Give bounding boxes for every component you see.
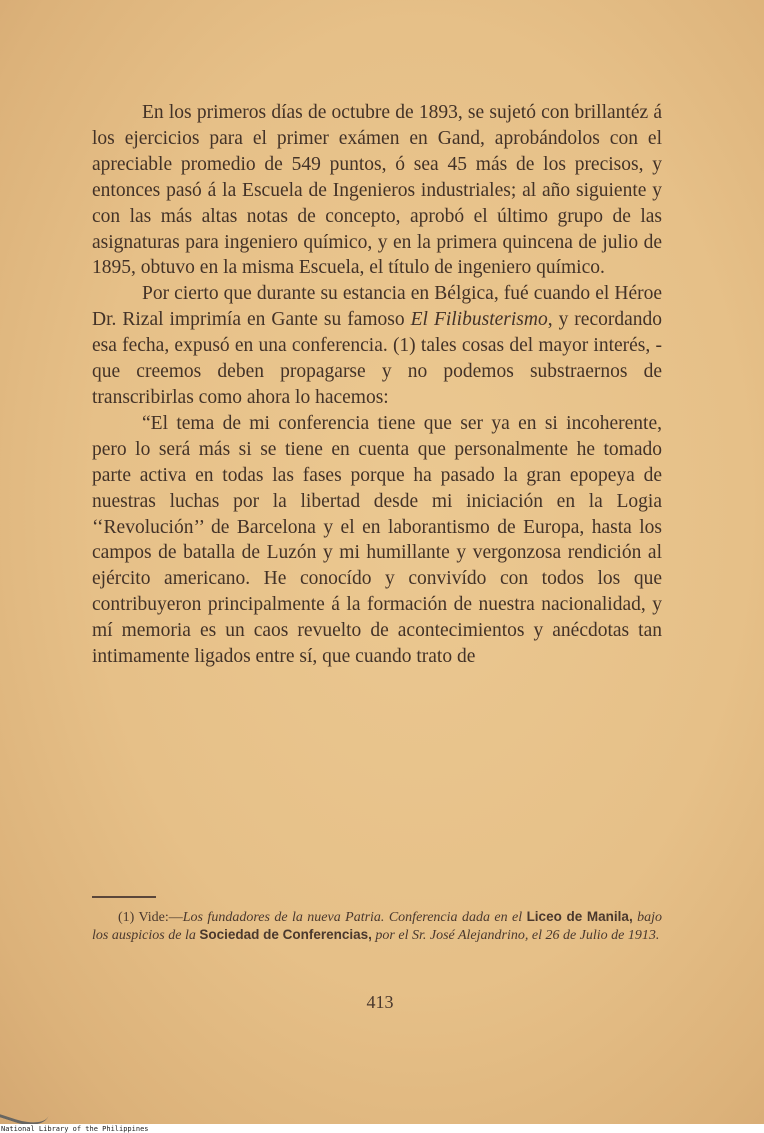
footnote-marker: (1) Vide: [118,910,169,925]
paragraph-2-text-before: Por cierto que durante su estancia en Bélgica, fué cuando el Héroe Dr. Rizal imprimía en Gante su famoso [92,283,662,331]
footnote-venue: Liceo de Manila, [526,909,633,924]
footnote-author-date: por el Sr. José Alejandrino, el 26 de Julio de 1913. [375,928,660,943]
book-title: El Filibusterismo [410,309,548,331]
footnote-divider [92,896,156,898]
footnote-auspices: bajo los auspicios de la [92,910,663,943]
paragraph-2-text-after: , y recordando esa fecha, expusó en una conferencia. (1) tales cosas del mayor interés, -que creemos deben propagarse y no podemos substraernos de transcribirlas como ahora lo hacemos: [92,309,662,408]
footnote-organization: Sociedad de Conferencias, [199,927,372,942]
footnote-title: Los fundadores de la nueva Patria. Conferencia dada en el [182,910,523,925]
paragraph-3-quote [92,411,662,670]
footnote [92,908,662,944]
page-number: 413 [366,992,394,1012]
paragraph-2 [92,281,662,411]
library-watermark: National Library of the Philippines [1,1125,149,1133]
footnote-dash: — [168,910,183,925]
paragraph-1 [92,100,662,281]
paragraph-1-text: En los primeros días de octubre de 1893, se sujetó con brillantéz á los ejercicios para el primer exámen en Gand, aprobándolos con el apreciable promedio de 549 puntos, ó sea 45 más de los precisos, y entonces pasó á la Escuela de Ingenieros industriales; al año siguiente y con las más altas notas de concepto, aprobó el último grupo de las asignaturas para ingeniero químico, y en la primera quincena de julio de 1895, obtuvo en la misma Escuela, el título de ingeniero químico. [92,102,662,279]
body-text [92,100,662,670]
page-corner-mark [0,1082,54,1124]
paragraph-3-text: “El tema de mi conferencia tiene que ser ya en si incoherente, pero lo será más si se tiene en cuenta que personalmente he tomado parte activa en todas las fases porque ha pasado la gran epopeya de nuestras luchas por la libertad desde mi iniciación en la Logia ‘‘Revolución’’ de Barcelona y el en laborantismo de Europa, hasta los campos de batalla de Luzón y mi humillante y vergonzosa rendición al ejército americano. He conocído y convivído con todos los que contribuyeron principalmente á la formación de nuestra nacionalidad, y mí memoria es un caos revuelto de acontecimientos y anécdotas tan intimamente ligados entre sí, que cuando trato de [92,412,662,668]
